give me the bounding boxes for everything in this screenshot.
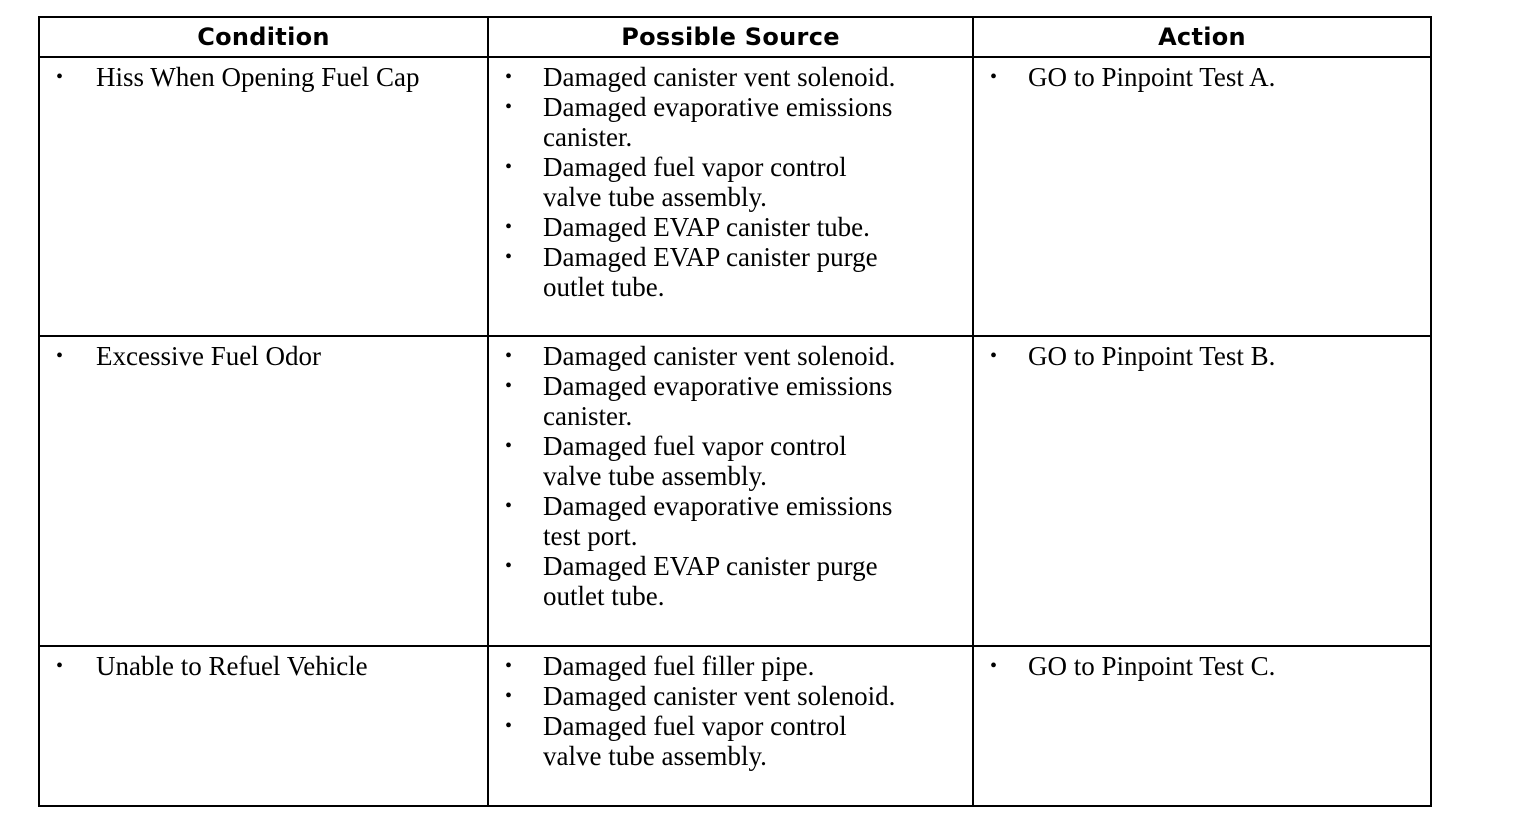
list-item — [489, 92, 909, 152]
source-text: Damaged canister vent solenoid. — [543, 341, 896, 371]
source-text: Damaged canister vent solenoid. — [543, 681, 896, 711]
list-item — [974, 62, 1430, 92]
bullet-icon: • — [990, 655, 998, 677]
source-text: Damaged evaporative emissions canister. — [543, 92, 893, 152]
list-item — [974, 651, 1430, 681]
list-item — [489, 152, 909, 212]
action-text: GO to Pinpoint Test C. — [1028, 651, 1276, 681]
diagnosis-table — [38, 16, 1432, 807]
bullet-icon: • — [505, 375, 513, 397]
table-row — [39, 646, 1431, 806]
bullet-icon: • — [505, 685, 513, 707]
bullet-icon: • — [56, 655, 64, 677]
list-item — [489, 711, 909, 771]
bullet-icon: • — [505, 96, 513, 118]
list-item — [489, 242, 909, 302]
table-row — [39, 336, 1431, 646]
bullet-icon: • — [505, 495, 513, 517]
action-text: GO to Pinpoint Test B. — [1028, 341, 1276, 371]
source-text: Damaged evaporative emissions test port. — [543, 491, 893, 551]
bullet-icon: • — [505, 66, 513, 88]
list-item — [489, 551, 909, 611]
header-possible-source: Possible Source — [488, 17, 973, 57]
bullet-icon: • — [505, 555, 513, 577]
source-cell — [488, 646, 973, 806]
action-cell — [973, 646, 1431, 806]
list-item — [40, 651, 487, 681]
bullet-icon: • — [505, 246, 513, 268]
list-item — [489, 681, 909, 711]
bullet-icon: • — [505, 156, 513, 178]
source-text: Damaged EVAP canister purge outlet tube. — [543, 551, 878, 611]
condition-text: Excessive Fuel Odor — [96, 341, 321, 371]
list-item — [489, 62, 909, 92]
source-cell — [488, 57, 973, 336]
header-row — [39, 17, 1431, 57]
bullet-icon: • — [990, 345, 998, 367]
list-item — [489, 651, 909, 681]
bullet-icon: • — [505, 435, 513, 457]
action-cell — [973, 57, 1431, 336]
source-text: Damaged canister vent solenoid. — [543, 62, 896, 92]
header-action: Action — [973, 17, 1431, 57]
source-text: Damaged fuel vapor control valve tube assembly. — [543, 711, 847, 771]
list-item — [40, 341, 487, 371]
source-text: Damaged EVAP canister tube. — [543, 212, 870, 242]
bullet-icon: • — [505, 655, 513, 677]
bullet-icon: • — [505, 345, 513, 367]
condition-cell — [39, 336, 488, 646]
source-text: Damaged fuel vapor control valve tube assembly. — [543, 431, 847, 491]
header-condition: Condition — [39, 17, 488, 57]
list-item — [40, 62, 487, 92]
action-text: GO to Pinpoint Test A. — [1028, 62, 1276, 92]
bullet-icon: • — [505, 715, 513, 737]
bullet-icon: • — [990, 66, 998, 88]
bullet-icon: • — [505, 216, 513, 238]
source-text: Damaged fuel filler pipe. — [543, 651, 815, 681]
list-item — [974, 341, 1430, 371]
condition-cell — [39, 646, 488, 806]
bullet-icon: • — [56, 66, 64, 88]
source-cell — [488, 336, 973, 646]
list-item — [489, 371, 909, 431]
list-item — [489, 491, 909, 551]
bullet-icon: • — [56, 345, 64, 367]
list-item — [489, 431, 909, 491]
source-text: Damaged fuel vapor control valve tube assembly. — [543, 152, 847, 212]
condition-text: Hiss When Opening Fuel Cap — [96, 62, 420, 92]
condition-text: Unable to Refuel Vehicle — [96, 651, 368, 681]
action-cell — [973, 336, 1431, 646]
source-text: Damaged evaporative emissions canister. — [543, 371, 893, 431]
condition-cell — [39, 57, 488, 336]
list-item — [489, 212, 909, 242]
list-item — [489, 341, 909, 371]
table-row — [39, 57, 1431, 336]
source-text: Damaged EVAP canister purge outlet tube. — [543, 242, 878, 302]
